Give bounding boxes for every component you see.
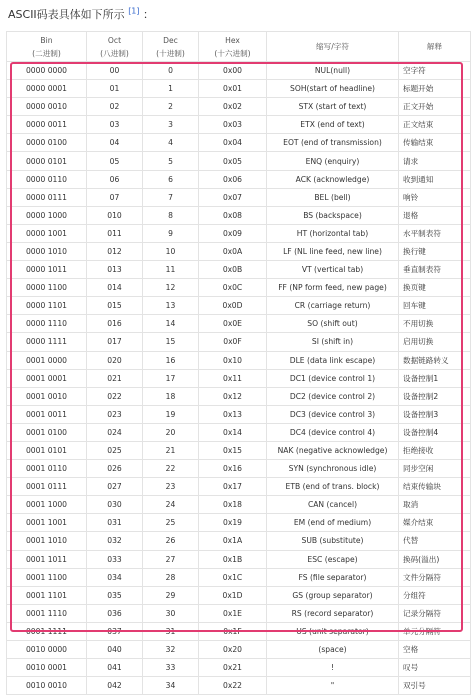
desc-cell: 换行键 [399, 242, 471, 260]
dec-cell: 5 [143, 152, 199, 170]
bin-cell: 0000 1010 [7, 242, 87, 260]
desc-cell: 设备控制2 [399, 387, 471, 405]
abbr-cell: EOT (end of transmission) [267, 134, 399, 152]
oct-cell: 041 [87, 659, 143, 677]
abbr-cell: SI (shift in) [267, 333, 399, 351]
oct-cell: 00 [87, 62, 143, 80]
bin-cell: 0010 0001 [7, 659, 87, 677]
oct-cell: 026 [87, 460, 143, 478]
table-row [7, 369, 471, 387]
desc-cell: 不用切换 [399, 315, 471, 333]
table-row [7, 297, 471, 315]
table-row [7, 568, 471, 586]
bin-cell: 0001 0000 [7, 351, 87, 369]
abbr-cell: DC1 (device control 1) [267, 369, 399, 387]
hex-cell: 0x03 [199, 116, 267, 134]
abbr-cell: ! [267, 659, 399, 677]
bin-cell: 0001 1001 [7, 514, 87, 532]
desc-cell: 单元分隔符 [399, 622, 471, 640]
hex-cell: 0x1E [199, 604, 267, 622]
abbr-cell: DLE (data link escape) [267, 351, 399, 369]
bin-cell: 0010 0010 [7, 677, 87, 695]
bin-cell: 0001 0010 [7, 387, 87, 405]
table-row [7, 677, 471, 695]
bin-cell: 0001 0100 [7, 423, 87, 441]
table-row [7, 622, 471, 640]
bin-cell: 0001 0101 [7, 441, 87, 459]
table-row [7, 170, 471, 188]
abbr-cell: DC2 (device control 2) [267, 387, 399, 405]
header-abbr: 缩写/字符 [267, 32, 399, 62]
dec-cell: 23 [143, 478, 199, 496]
hex-cell: 0x21 [199, 659, 267, 677]
bin-cell: 0000 1100 [7, 279, 87, 297]
abbr-cell: EM (end of medium) [267, 514, 399, 532]
table-row [7, 333, 471, 351]
bin-cell: 0000 0111 [7, 188, 87, 206]
hex-cell: 0x17 [199, 478, 267, 496]
abbr-cell: BEL (bell) [267, 188, 399, 206]
hex-cell: 0x01 [199, 80, 267, 98]
dec-cell: 33 [143, 659, 199, 677]
oct-cell: 022 [87, 387, 143, 405]
bin-cell: 0001 1101 [7, 586, 87, 604]
table-row [7, 604, 471, 622]
desc-cell: 标题开始 [399, 80, 471, 98]
desc-cell: 换码(溢出) [399, 550, 471, 568]
hex-cell: 0x08 [199, 206, 267, 224]
bin-cell: 0000 0010 [7, 98, 87, 116]
abbr-cell: CAN (cancel) [267, 496, 399, 514]
oct-cell: 03 [87, 116, 143, 134]
header-dec: Dec (十进制) [143, 32, 199, 62]
table-row [7, 116, 471, 134]
bin-cell: 0000 1101 [7, 297, 87, 315]
oct-cell: 015 [87, 297, 143, 315]
hex-cell: 0x0A [199, 242, 267, 260]
hex-cell: 0x13 [199, 405, 267, 423]
desc-cell: 双引号 [399, 677, 471, 695]
citation-link[interactable]: [1] [128, 6, 140, 16]
hex-cell: 0x0B [199, 261, 267, 279]
table-row [7, 224, 471, 242]
dec-cell: 12 [143, 279, 199, 297]
header-oct: Oct (八进制) [87, 32, 143, 62]
bin-cell: 0001 1100 [7, 568, 87, 586]
hex-cell: 0x0F [199, 333, 267, 351]
intro-colon: ： [143, 8, 155, 21]
hex-cell: 0x0E [199, 315, 267, 333]
dec-cell: 2 [143, 98, 199, 116]
dec-cell: 11 [143, 261, 199, 279]
oct-cell: 07 [87, 188, 143, 206]
hex-cell: 0x0D [199, 297, 267, 315]
oct-cell: 037 [87, 622, 143, 640]
bin-cell: 0000 0100 [7, 134, 87, 152]
table-row [7, 405, 471, 423]
hex-cell: 0x1C [199, 568, 267, 586]
table-row [7, 532, 471, 550]
desc-cell: 请求 [399, 152, 471, 170]
bin-cell: 0001 1111 [7, 622, 87, 640]
oct-cell: 013 [87, 261, 143, 279]
oct-cell: 025 [87, 441, 143, 459]
desc-cell: 拒绝接收 [399, 441, 471, 459]
abbr-cell: ENQ (enquiry) [267, 152, 399, 170]
desc-cell: 同步空闲 [399, 460, 471, 478]
desc-cell: 换页键 [399, 279, 471, 297]
abbr-cell: NUL(null) [267, 62, 399, 80]
table-row [7, 478, 471, 496]
table-row [7, 315, 471, 333]
dec-cell: 18 [143, 387, 199, 405]
abbr-cell: ETX (end of text) [267, 116, 399, 134]
dec-cell: 10 [143, 242, 199, 260]
abbr-cell: CR (carriage return) [267, 297, 399, 315]
bin-cell: 0000 1110 [7, 315, 87, 333]
desc-cell: 叹号 [399, 659, 471, 677]
desc-cell: 媒介结束 [399, 514, 471, 532]
oct-cell: 042 [87, 677, 143, 695]
table-row [7, 261, 471, 279]
oct-cell: 02 [87, 98, 143, 116]
oct-cell: 01 [87, 80, 143, 98]
abbr-cell: GS (group separator) [267, 586, 399, 604]
abbr-cell: DC3 (device control 3) [267, 405, 399, 423]
abbr-cell: LF (NL line feed, new line) [267, 242, 399, 260]
table-row [7, 206, 471, 224]
oct-cell: 012 [87, 242, 143, 260]
desc-cell: 结束传输块 [399, 478, 471, 496]
oct-cell: 04 [87, 134, 143, 152]
table-row [7, 188, 471, 206]
hex-cell: 0x1F [199, 622, 267, 640]
desc-cell: 正文结束 [399, 116, 471, 134]
bin-cell: 0000 1000 [7, 206, 87, 224]
abbr-cell: NAK (negative acknowledge) [267, 441, 399, 459]
dec-cell: 29 [143, 586, 199, 604]
oct-cell: 017 [87, 333, 143, 351]
oct-cell: 021 [87, 369, 143, 387]
dec-cell: 22 [143, 460, 199, 478]
table-row [7, 134, 471, 152]
hex-cell: 0x20 [199, 641, 267, 659]
hex-cell: 0x1B [199, 550, 267, 568]
table-row [7, 351, 471, 369]
table-row [7, 460, 471, 478]
desc-cell: 传输结束 [399, 134, 471, 152]
abbr-cell: SO (shift out) [267, 315, 399, 333]
table-row [7, 586, 471, 604]
hex-cell: 0x04 [199, 134, 267, 152]
hex-cell: 0x19 [199, 514, 267, 532]
bin-cell: 0010 0000 [7, 641, 87, 659]
dec-cell: 30 [143, 604, 199, 622]
oct-cell: 035 [87, 586, 143, 604]
dec-cell: 3 [143, 116, 199, 134]
dec-cell: 0 [143, 62, 199, 80]
dec-cell: 26 [143, 532, 199, 550]
abbr-cell: FS (file separator) [267, 568, 399, 586]
abbr-cell: SOH(start of headline) [267, 80, 399, 98]
abbr-cell: SUB (substitute) [267, 532, 399, 550]
abbr-cell: SYN (synchronous idle) [267, 460, 399, 478]
dec-cell: 15 [143, 333, 199, 351]
desc-cell: 设备控制4 [399, 423, 471, 441]
desc-cell: 记录分隔符 [399, 604, 471, 622]
header-bin: Bin (二进制) [7, 32, 87, 62]
table-row [7, 641, 471, 659]
bin-cell: 0000 0011 [7, 116, 87, 134]
bin-cell: 0001 0111 [7, 478, 87, 496]
hex-cell: 0x15 [199, 441, 267, 459]
abbr-cell: ETB (end of trans. block) [267, 478, 399, 496]
hex-cell: 0x22 [199, 677, 267, 695]
desc-cell: 文件分隔符 [399, 568, 471, 586]
dec-cell: 16 [143, 351, 199, 369]
bin-cell: 0001 0110 [7, 460, 87, 478]
abbr-cell: (space) [267, 641, 399, 659]
dec-cell: 19 [143, 405, 199, 423]
desc-cell: 设备控制3 [399, 405, 471, 423]
hex-cell: 0x12 [199, 387, 267, 405]
oct-cell: 010 [87, 206, 143, 224]
dec-cell: 24 [143, 496, 199, 514]
desc-cell: 取消 [399, 496, 471, 514]
desc-cell: 空格 [399, 641, 471, 659]
bin-cell: 0001 1010 [7, 532, 87, 550]
hex-cell: 0x1D [199, 586, 267, 604]
desc-cell: 水平制表符 [399, 224, 471, 242]
oct-cell: 020 [87, 351, 143, 369]
oct-cell: 031 [87, 514, 143, 532]
hex-cell: 0x16 [199, 460, 267, 478]
dec-cell: 32 [143, 641, 199, 659]
bin-cell: 0001 0001 [7, 369, 87, 387]
table-row [7, 659, 471, 677]
abbr-cell: " [267, 677, 399, 695]
dec-cell: 20 [143, 423, 199, 441]
dec-cell: 31 [143, 622, 199, 640]
table-row [7, 242, 471, 260]
intro-label: ASCII码表具体如下所示 [8, 8, 125, 21]
table-row [7, 98, 471, 116]
oct-cell: 016 [87, 315, 143, 333]
hex-cell: 0x09 [199, 224, 267, 242]
bin-cell: 0001 1000 [7, 496, 87, 514]
dec-cell: 13 [143, 297, 199, 315]
desc-cell: 设备控制1 [399, 369, 471, 387]
dec-cell: 9 [143, 224, 199, 242]
abbr-cell: ESC (escape) [267, 550, 399, 568]
desc-cell: 数据链路转义 [399, 351, 471, 369]
abbr-cell: DC4 (device control 4) [267, 423, 399, 441]
bin-cell: 0000 0101 [7, 152, 87, 170]
abbr-cell: STX (start of text) [267, 98, 399, 116]
bin-cell: 0000 1111 [7, 333, 87, 351]
bin-cell: 0000 1011 [7, 261, 87, 279]
oct-cell: 014 [87, 279, 143, 297]
dec-cell: 34 [143, 677, 199, 695]
oct-cell: 032 [87, 532, 143, 550]
hex-cell: 0x02 [199, 98, 267, 116]
desc-cell: 响铃 [399, 188, 471, 206]
desc-cell: 退格 [399, 206, 471, 224]
table-row [7, 62, 471, 80]
oct-cell: 027 [87, 478, 143, 496]
hex-cell: 0x06 [199, 170, 267, 188]
abbr-cell: VT (vertical tab) [267, 261, 399, 279]
abbr-cell: RS (record separator) [267, 604, 399, 622]
bin-cell: 0000 0110 [7, 170, 87, 188]
intro-text [8, 6, 154, 22]
header-desc: 解释 [399, 32, 471, 62]
bin-cell: 0000 1001 [7, 224, 87, 242]
desc-cell: 空字符 [399, 62, 471, 80]
abbr-cell: FF (NP form feed, new page) [267, 279, 399, 297]
oct-cell: 023 [87, 405, 143, 423]
dec-cell: 27 [143, 550, 199, 568]
oct-cell: 040 [87, 641, 143, 659]
table-header-row [7, 32, 471, 62]
oct-cell: 024 [87, 423, 143, 441]
table-row [7, 514, 471, 532]
table-row [7, 550, 471, 568]
table-row [7, 152, 471, 170]
dec-cell: 17 [143, 369, 199, 387]
dec-cell: 25 [143, 514, 199, 532]
bin-cell: 0001 0011 [7, 405, 87, 423]
dec-cell: 4 [143, 134, 199, 152]
hex-cell: 0x10 [199, 351, 267, 369]
dec-cell: 8 [143, 206, 199, 224]
dec-cell: 1 [143, 80, 199, 98]
table-row [7, 441, 471, 459]
abbr-cell: US (unit separator) [267, 622, 399, 640]
dec-cell: 6 [143, 170, 199, 188]
bin-cell: 0000 0001 [7, 80, 87, 98]
hex-cell: 0x00 [199, 62, 267, 80]
oct-cell: 034 [87, 568, 143, 586]
bin-cell: 0001 1110 [7, 604, 87, 622]
dec-cell: 21 [143, 441, 199, 459]
table-row [7, 387, 471, 405]
desc-cell: 分组符 [399, 586, 471, 604]
abbr-cell: HT (horizontal tab) [267, 224, 399, 242]
dec-cell: 28 [143, 568, 199, 586]
hex-cell: 0x11 [199, 369, 267, 387]
hex-cell: 0x14 [199, 423, 267, 441]
table-row [7, 80, 471, 98]
abbr-cell: ACK (acknowledge) [267, 170, 399, 188]
desc-cell: 启用切换 [399, 333, 471, 351]
oct-cell: 033 [87, 550, 143, 568]
desc-cell: 垂直制表符 [399, 261, 471, 279]
oct-cell: 05 [87, 152, 143, 170]
header-hex: Hex (十六进制) [199, 32, 267, 62]
hex-cell: 0x0C [199, 279, 267, 297]
desc-cell: 收到通知 [399, 170, 471, 188]
hex-cell: 0x07 [199, 188, 267, 206]
desc-cell: 正文开始 [399, 98, 471, 116]
oct-cell: 036 [87, 604, 143, 622]
table-row [7, 423, 471, 441]
hex-cell: 0x18 [199, 496, 267, 514]
desc-cell: 代替 [399, 532, 471, 550]
dec-cell: 14 [143, 315, 199, 333]
oct-cell: 06 [87, 170, 143, 188]
oct-cell: 030 [87, 496, 143, 514]
table-row [7, 279, 471, 297]
hex-cell: 0x05 [199, 152, 267, 170]
dec-cell: 7 [143, 188, 199, 206]
ascii-table [6, 31, 471, 695]
abbr-cell: BS (backspace) [267, 206, 399, 224]
desc-cell: 回车键 [399, 297, 471, 315]
bin-cell: 0001 1011 [7, 550, 87, 568]
oct-cell: 011 [87, 224, 143, 242]
table-row [7, 496, 471, 514]
hex-cell: 0x1A [199, 532, 267, 550]
bin-cell: 0000 0000 [7, 62, 87, 80]
